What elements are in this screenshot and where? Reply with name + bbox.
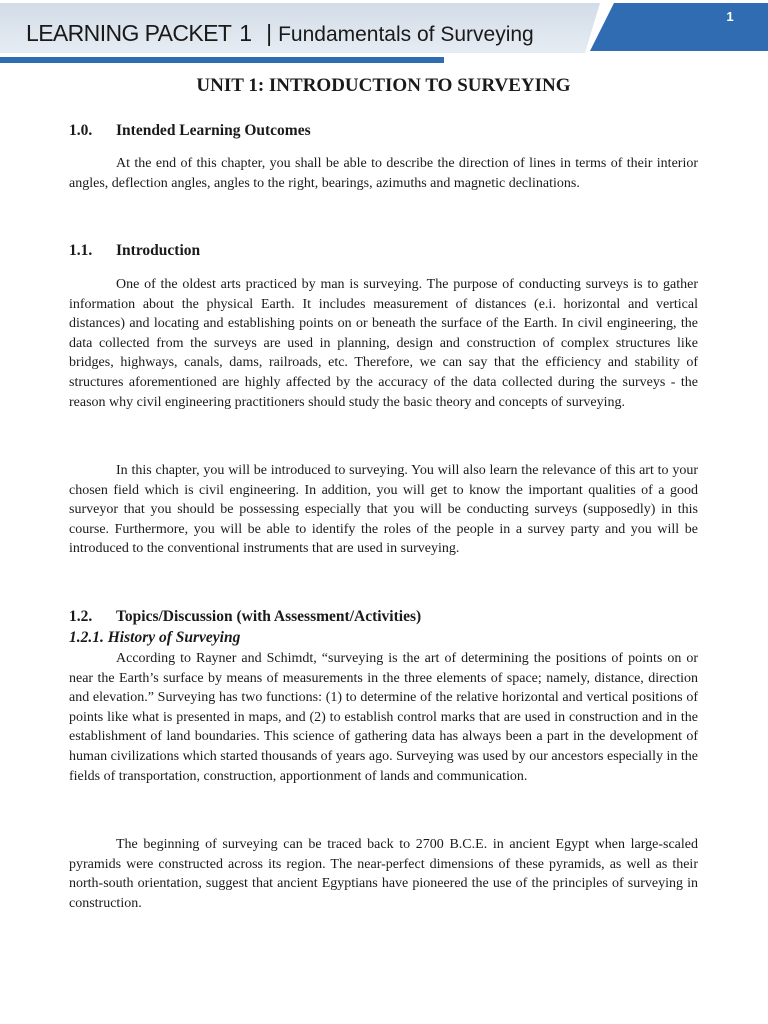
header-separator: | — [266, 20, 273, 46]
section-number: 1.1. — [69, 242, 93, 259]
page-number: 1 — [726, 9, 734, 24]
paragraph-history-2: The beginning of surveying can be traced back to 2700 B.C.E. in ancient Egypt when large-scaled pyramids were constructed across its region. The near-perfect dimensions of these pyramids, as well as their north-south orientation, suggest that ancient Egyptians have pioneered the use of the principles of surveying in construction. — [69, 837, 698, 911]
unit-title: UNIT 1: INTRODUCTION TO SURVEYING — [196, 75, 571, 96]
header-rule — [0, 57, 444, 63]
subject-title: Fundamentals of Surveying — [278, 23, 534, 46]
paragraph-history-1: According to Rayner and Schimdt, “surveying is the art of determining the positions of points on or near the Earth’s surface by means of measurements in the three elements of space; namely, distance, direction and elevation.” Surveying has two functions: (1) to determine of the relative horizontal and vertical positions of points like what is presented in maps, and (2) to establish control marks that are used in construction and in the establishment of land boundaries. This science of gathering data has always been a part in the development of human civilizations which started thousands of years ago. Surveying was used by our ancestors especially in the fields of transportation, construction, apportionment of lands and communication. — [69, 651, 698, 784]
paragraph-introduction-1: One of the oldest arts practiced by man is surveying. The purpose of conducting surveys is to gather information about the physical Earth. It includes measurement of distances (e.i. horizontal and vertical distances) and locating and establishing points on or beneath the surface of the Earth. In civil engineering, the data collected from the surveys are used in planning, design and construction of complex structures like bridges, highways, canals, dams, railroads, etc. Therefore, we can say that the efficiency and stability of structures aforementioned are highly affected by the accuracy of the data collected during the surveys - the reason why civil engineering practitioners should study the basic theory and concepts of surveying. — [69, 277, 698, 410]
section-number: 1.2. — [69, 608, 93, 625]
page-header — [0, 0, 768, 70]
subsection-heading-history — [69, 628, 240, 648]
paragraph-outcomes: At the end of this chapter, you shall be able to describe the direction of lines in terms of their interior angles, deflection angles, angles to the right, bearings, azimuths and magnetic declinations. — [69, 156, 698, 191]
section-number: 1.0. — [69, 122, 93, 139]
packet-label: LEARNING PACKET — [26, 20, 232, 46]
subsection-number: 1.2.1. — [69, 629, 104, 646]
subsection-title: History of Surveying — [107, 629, 241, 646]
section-heading-topics — [69, 607, 421, 627]
paragraph-introduction-2: In this chapter, you will be introduced to surveying. You will also learn the relevance of this art to your chosen field which is civil engineering. In addition, you will get to know the important qualities of a good surveyor that you should be possessing especially that you will be conducting surveys (supposedly) in this course. Furthermore, you will be able to identify the roles of the people in a survey party and you will be introduced to the conventional instruments that are used in surveying. — [69, 463, 698, 557]
section-title: Topics/Discussion (with Assessment/Activities) — [116, 608, 422, 625]
section-title: Introduction — [116, 242, 201, 259]
section-heading-outcomes — [69, 121, 311, 141]
packet-number: 1 — [239, 20, 253, 46]
header-title — [26, 18, 534, 52]
section-title: Intended Learning Outcomes — [116, 122, 311, 139]
section-heading-introduction — [69, 241, 200, 261]
